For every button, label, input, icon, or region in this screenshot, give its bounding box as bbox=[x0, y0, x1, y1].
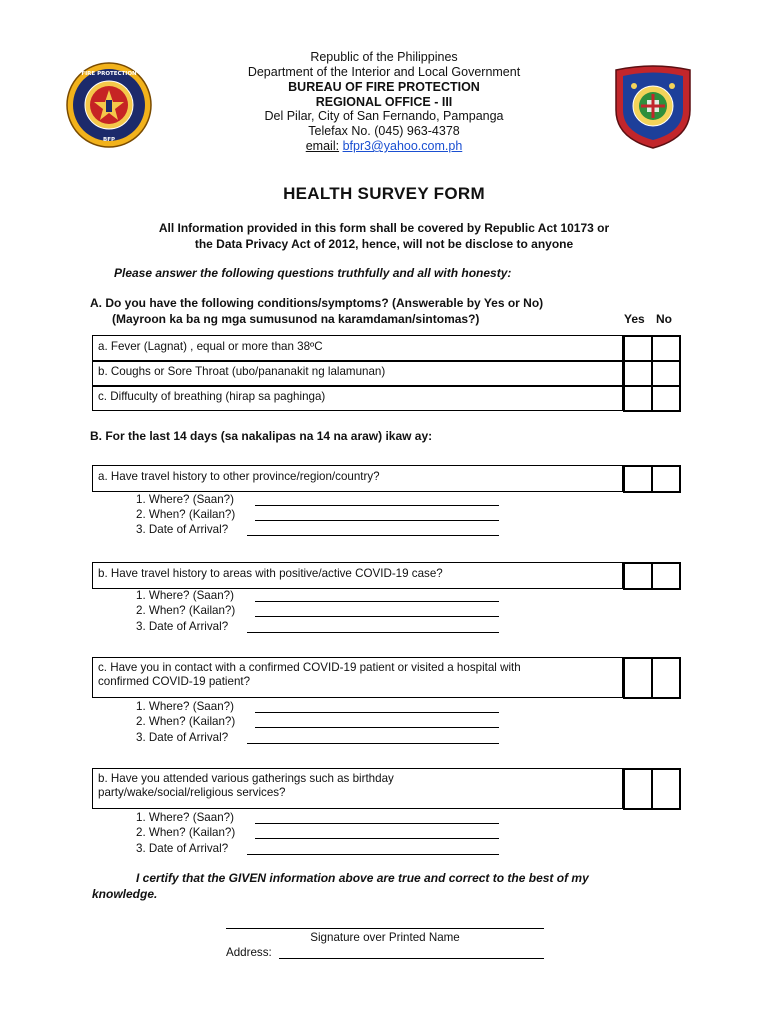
instruction-text: Please answer the following questions truthfully and all with honesty: bbox=[114, 266, 512, 280]
section-a-subheading: (Mayroon ka ba ng mga sumusunod na karamdaman/sintomas?) bbox=[112, 312, 480, 326]
bureau-line: BUREAU OF FIRE PROTECTION bbox=[288, 80, 480, 94]
certification-line-1: I certify that the GIVEN information above are true and correct to the best of my bbox=[136, 871, 589, 885]
covid-area-when-field[interactable] bbox=[255, 616, 499, 617]
covid-area-arrival-label: 3. Date of Arrival? bbox=[136, 620, 229, 633]
covid-area-yes-checkbox[interactable] bbox=[623, 562, 653, 590]
covid-area-no-checkbox[interactable] bbox=[651, 562, 681, 590]
symptom-row-breathing bbox=[92, 386, 623, 411]
covid-contact-question-line-1: c. Have you in contact with a confirmed COVID-19 patient or visited a hospital with bbox=[98, 661, 521, 674]
privacy-notice-line-2: the Data Privacy Act of 2012, hence, will not be disclose to anyone bbox=[194, 237, 574, 251]
symptom-row-fever bbox=[92, 335, 623, 361]
gatherings-where-label: 1. Where? (Saan?) bbox=[136, 811, 234, 824]
gatherings-question bbox=[92, 768, 623, 809]
covid-contact-when-label: 2. When? (Kailan?) bbox=[136, 715, 236, 728]
symptom-cough-label: b. Coughs or Sore Throat (ubo/pananakit ng lalamunan) bbox=[98, 365, 386, 378]
covid-contact-when-field[interactable] bbox=[255, 727, 499, 728]
svg-text:BFP: BFP bbox=[103, 137, 115, 143]
address-label: Address: bbox=[226, 946, 272, 959]
covid-contact-where-label: 1. Where? (Saan?) bbox=[136, 700, 234, 713]
covid-contact-arrival-field[interactable] bbox=[247, 743, 499, 744]
covid-contact-where-field[interactable] bbox=[255, 712, 499, 713]
signature-label: Signature over Printed Name bbox=[310, 931, 460, 944]
section-a-heading: A. Do you have the following conditions/symptoms? (Answerable by Yes or No) bbox=[90, 296, 544, 310]
gatherings-where-field[interactable] bbox=[255, 823, 499, 824]
covid-area-when-label: 2. When? (Kailan?) bbox=[136, 604, 236, 617]
fever-no-checkbox[interactable] bbox=[651, 335, 681, 362]
covid-contact-yes-checkbox[interactable] bbox=[623, 657, 653, 699]
gatherings-arrival-label: 3. Date of Arrival? bbox=[136, 842, 229, 855]
travel-arrival-field[interactable] bbox=[247, 535, 499, 536]
svg-text:FIRE PROTECTION: FIRE PROTECTION bbox=[81, 71, 137, 77]
breathing-yes-checkbox[interactable] bbox=[623, 385, 653, 412]
gatherings-yes-checkbox[interactable] bbox=[623, 768, 653, 810]
republic-line: Republic of the Philippines bbox=[310, 50, 458, 64]
gatherings-question-line-2: party/wake/social/religious services? bbox=[98, 786, 286, 799]
gatherings-when-label: 2. When? (Kailan?) bbox=[136, 826, 236, 839]
covid-area-where-field[interactable] bbox=[255, 601, 499, 602]
symptom-breathing-label: c. Diffuculty of breathing (hirap sa paghinga) bbox=[98, 390, 326, 403]
section-b-heading: B. For the last 14 days (sa nakalipas na 14 na araw) ikaw ay: bbox=[90, 429, 433, 443]
travel-where-field[interactable] bbox=[255, 505, 499, 506]
privacy-notice-line-1: All Information provided in this form shall be covered by Republic Act 10173 or bbox=[158, 221, 610, 235]
covid-area-arrival-field[interactable] bbox=[247, 632, 499, 633]
travel-history-yes-checkbox[interactable] bbox=[623, 465, 653, 493]
yes-column-label: Yes bbox=[624, 312, 645, 326]
no-column-label: No bbox=[656, 312, 672, 326]
cough-yes-checkbox[interactable] bbox=[623, 360, 653, 387]
covid-contact-question bbox=[92, 657, 623, 698]
travel-when-field[interactable] bbox=[255, 520, 499, 521]
address-field[interactable] bbox=[279, 958, 544, 959]
email-link[interactable]: bfpr3@yahoo.com.ph bbox=[342, 139, 463, 153]
form-title: HEALTH SURVEY FORM bbox=[283, 184, 485, 203]
email-label: email: bbox=[305, 139, 340, 153]
travel-history-question-text: a. Have travel history to other province/region/country? bbox=[98, 470, 380, 483]
symptom-row-cough bbox=[92, 361, 623, 386]
travel-history-no-checkbox[interactable] bbox=[651, 465, 681, 493]
covid-contact-question-line-2: confirmed COVID-19 patient? bbox=[98, 675, 251, 688]
covid-area-where-label: 1. Where? (Saan?) bbox=[136, 589, 234, 602]
cough-no-checkbox[interactable] bbox=[651, 360, 681, 387]
travel-arrival-label: 3. Date of Arrival? bbox=[136, 523, 229, 536]
covid-area-question bbox=[92, 562, 623, 589]
gatherings-when-field[interactable] bbox=[255, 838, 499, 839]
certification-line-2: knowledge. bbox=[92, 887, 158, 901]
travel-where-label: 1. Where? (Saan?) bbox=[136, 493, 234, 506]
email-line bbox=[0, 139, 768, 154]
gatherings-question-line-1: b. Have you attended various gatherings such as birthday bbox=[98, 772, 394, 785]
department-line: Department of the Interior and Local Government bbox=[247, 65, 521, 79]
covid-area-question-text: b. Have travel history to areas with positive/active COVID-19 case? bbox=[98, 567, 443, 580]
gatherings-arrival-field[interactable] bbox=[247, 854, 499, 855]
fever-yes-checkbox[interactable] bbox=[623, 335, 653, 362]
address-line: Del Pilar, City of San Fernando, Pampanga bbox=[264, 109, 504, 123]
covid-contact-no-checkbox[interactable] bbox=[651, 657, 681, 699]
regional-office-line: REGIONAL OFFICE - III bbox=[315, 95, 453, 109]
gatherings-no-checkbox[interactable] bbox=[651, 768, 681, 810]
travel-when-label: 2. When? (Kailan?) bbox=[136, 508, 236, 521]
telefax-line: Telefax No. (045) 963-4378 bbox=[308, 124, 460, 138]
travel-history-question bbox=[92, 465, 623, 492]
signature-field[interactable] bbox=[226, 928, 544, 929]
covid-contact-arrival-label: 3. Date of Arrival? bbox=[136, 731, 229, 744]
symptom-fever-label: a. Fever (Lagnat) , equal or more than 38ºC bbox=[98, 340, 323, 353]
breathing-no-checkbox[interactable] bbox=[651, 385, 681, 412]
